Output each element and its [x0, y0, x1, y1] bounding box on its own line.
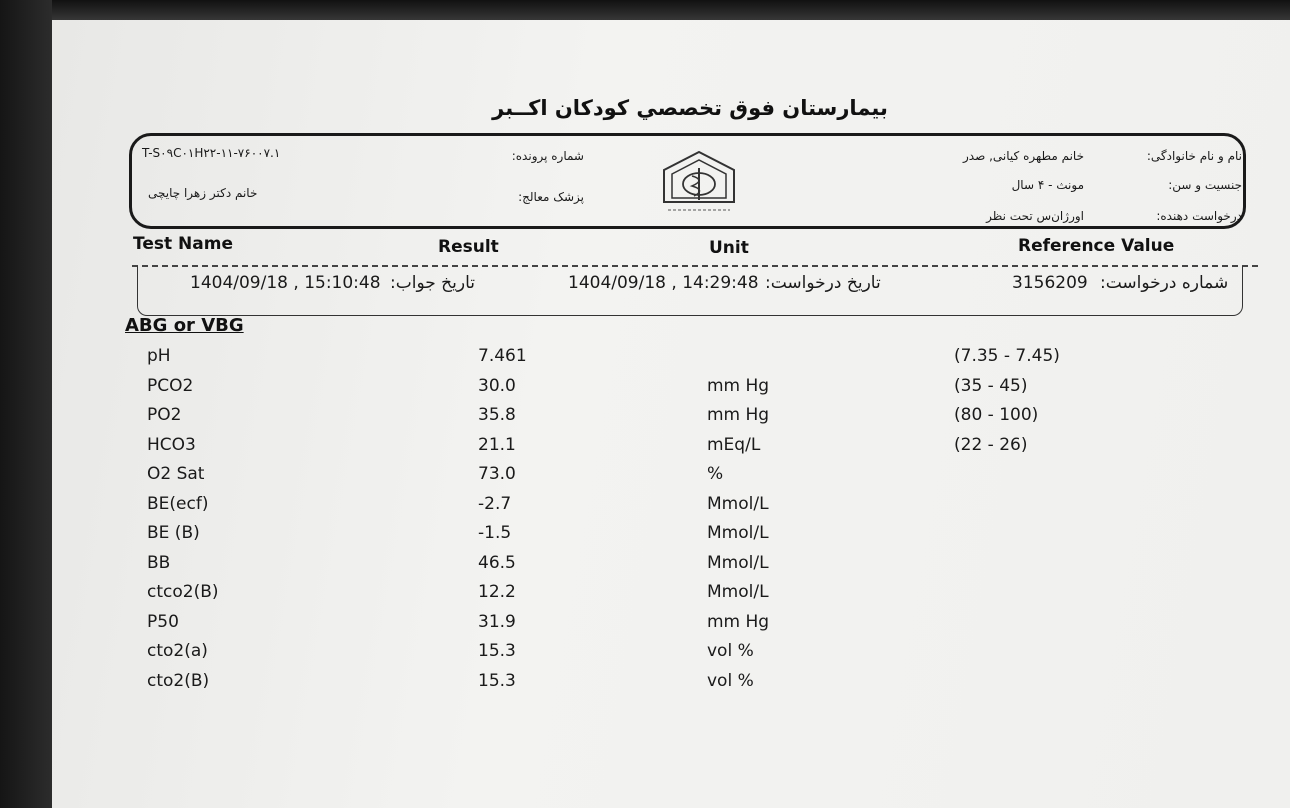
sex-age-label: جنسيت و سن:: [1168, 178, 1242, 192]
physician-value: خانم دكتر زهرا چايچی: [148, 186, 258, 200]
reference-cell: (7.35 - 7.45): [954, 346, 1060, 366]
hospital-title: بیمارستان فوق تخصصي كودكان اكــبر: [492, 96, 888, 120]
request-number-value: 3156209: [1012, 273, 1088, 293]
reference-cell: (35 - 45): [954, 375, 1028, 396]
unit-cell: vol %: [707, 641, 754, 661]
table-row: [0, 464, 1290, 494]
test-name-cell: BE (B): [147, 523, 200, 543]
reference-cell: (80 - 100): [954, 405, 1039, 425]
result-cell: 35.8: [478, 405, 516, 425]
section-title: ABG or VBG: [125, 315, 244, 336]
unit-cell: mm Hg: [707, 611, 770, 632]
unit-cell: Mmol/L: [707, 493, 769, 514]
test-name-cell: ctco2(B): [147, 582, 219, 602]
result-cell: 15.3: [478, 670, 516, 691]
sex-age-value: مونث - ۴ سال: [1011, 178, 1084, 192]
unit-cell: Mmol/L: [707, 552, 769, 573]
logo-emblem-icon: [656, 148, 742, 218]
university-logo: [656, 148, 742, 218]
table-row: [0, 671, 1290, 701]
unit-cell: Mmol/L: [707, 582, 769, 602]
table-row: [0, 494, 1290, 524]
table-row: [0, 405, 1290, 435]
monitor-bezel-top: [0, 0, 1290, 22]
result-cell: -2.7: [478, 493, 512, 514]
table-row: [0, 523, 1290, 553]
header-reference: Reference Value: [1018, 236, 1175, 256]
requester-value: اورژان‌س تحت نظر: [986, 209, 1084, 223]
result-cell: 73.0: [478, 464, 516, 484]
test-name-cell: BE(ecf): [147, 493, 209, 514]
result-cell: 15.3: [478, 641, 516, 661]
answer-date-label: تاریخ جواب:: [390, 273, 475, 293]
test-name-cell: BB: [147, 552, 171, 573]
test-name-cell: HCO3: [147, 434, 196, 455]
unit-cell: mm Hg: [707, 405, 770, 425]
table-row: [0, 346, 1290, 376]
request-date-value: 1404/09/18 , 14:29:48: [568, 273, 759, 293]
header-result: Result: [438, 237, 499, 257]
result-cell: 12.2: [478, 582, 516, 602]
patient-name-value: خانم مطهره کیانی, صدر: [963, 149, 1084, 163]
requester-label: درخواست دهنده:: [1156, 209, 1242, 223]
result-cell: 46.5: [478, 552, 516, 573]
file-number-label: شماره پرونده:: [511, 149, 584, 163]
header-unit: Unit: [709, 238, 749, 258]
test-name-cell: P50: [147, 611, 179, 632]
test-name-cell: cto2(a): [147, 641, 208, 661]
file-number-value: T-S۰۹C۰۱H۲۲-۱۱-۷۶۰۰۷.۱: [142, 146, 281, 160]
table-row: [0, 612, 1290, 642]
test-name-cell: PCO2: [147, 375, 194, 396]
test-name-cell: cto2(B): [147, 670, 210, 691]
physician-label: پزشک معالج:: [518, 190, 584, 204]
table-row: [0, 435, 1290, 465]
unit-cell: vol %: [707, 670, 754, 691]
table-row: [0, 553, 1290, 583]
table-row: [0, 641, 1290, 671]
test-name-cell: pH: [147, 346, 171, 366]
unit-cell: mm Hg: [707, 375, 770, 396]
result-cell: -1.5: [478, 523, 512, 543]
answer-date-value: 1404/09/18 , 15:10:48: [190, 273, 381, 293]
result-cell: 7.461: [478, 346, 527, 366]
request-number-label: شماره درخواست:: [1100, 273, 1229, 293]
unit-cell: mEq/L: [707, 434, 761, 455]
test-name-cell: PO2: [147, 405, 182, 425]
header-test-name: Test Name: [133, 234, 233, 254]
table-row: [0, 376, 1290, 406]
test-name-cell: O2 Sat: [147, 464, 205, 484]
request-date-label: تاریخ درخواست:: [765, 273, 881, 293]
result-cell: 31.9: [478, 611, 516, 632]
result-cell: 30.0: [478, 375, 516, 396]
reference-cell: (22 - 26): [954, 434, 1028, 455]
result-cell: 21.1: [478, 434, 516, 455]
patient-name-label: نام و نام خانوادگی:: [1146, 149, 1242, 163]
unit-cell: Mmol/L: [707, 523, 769, 543]
unit-cell: %: [707, 464, 724, 484]
table-row: [0, 582, 1290, 612]
